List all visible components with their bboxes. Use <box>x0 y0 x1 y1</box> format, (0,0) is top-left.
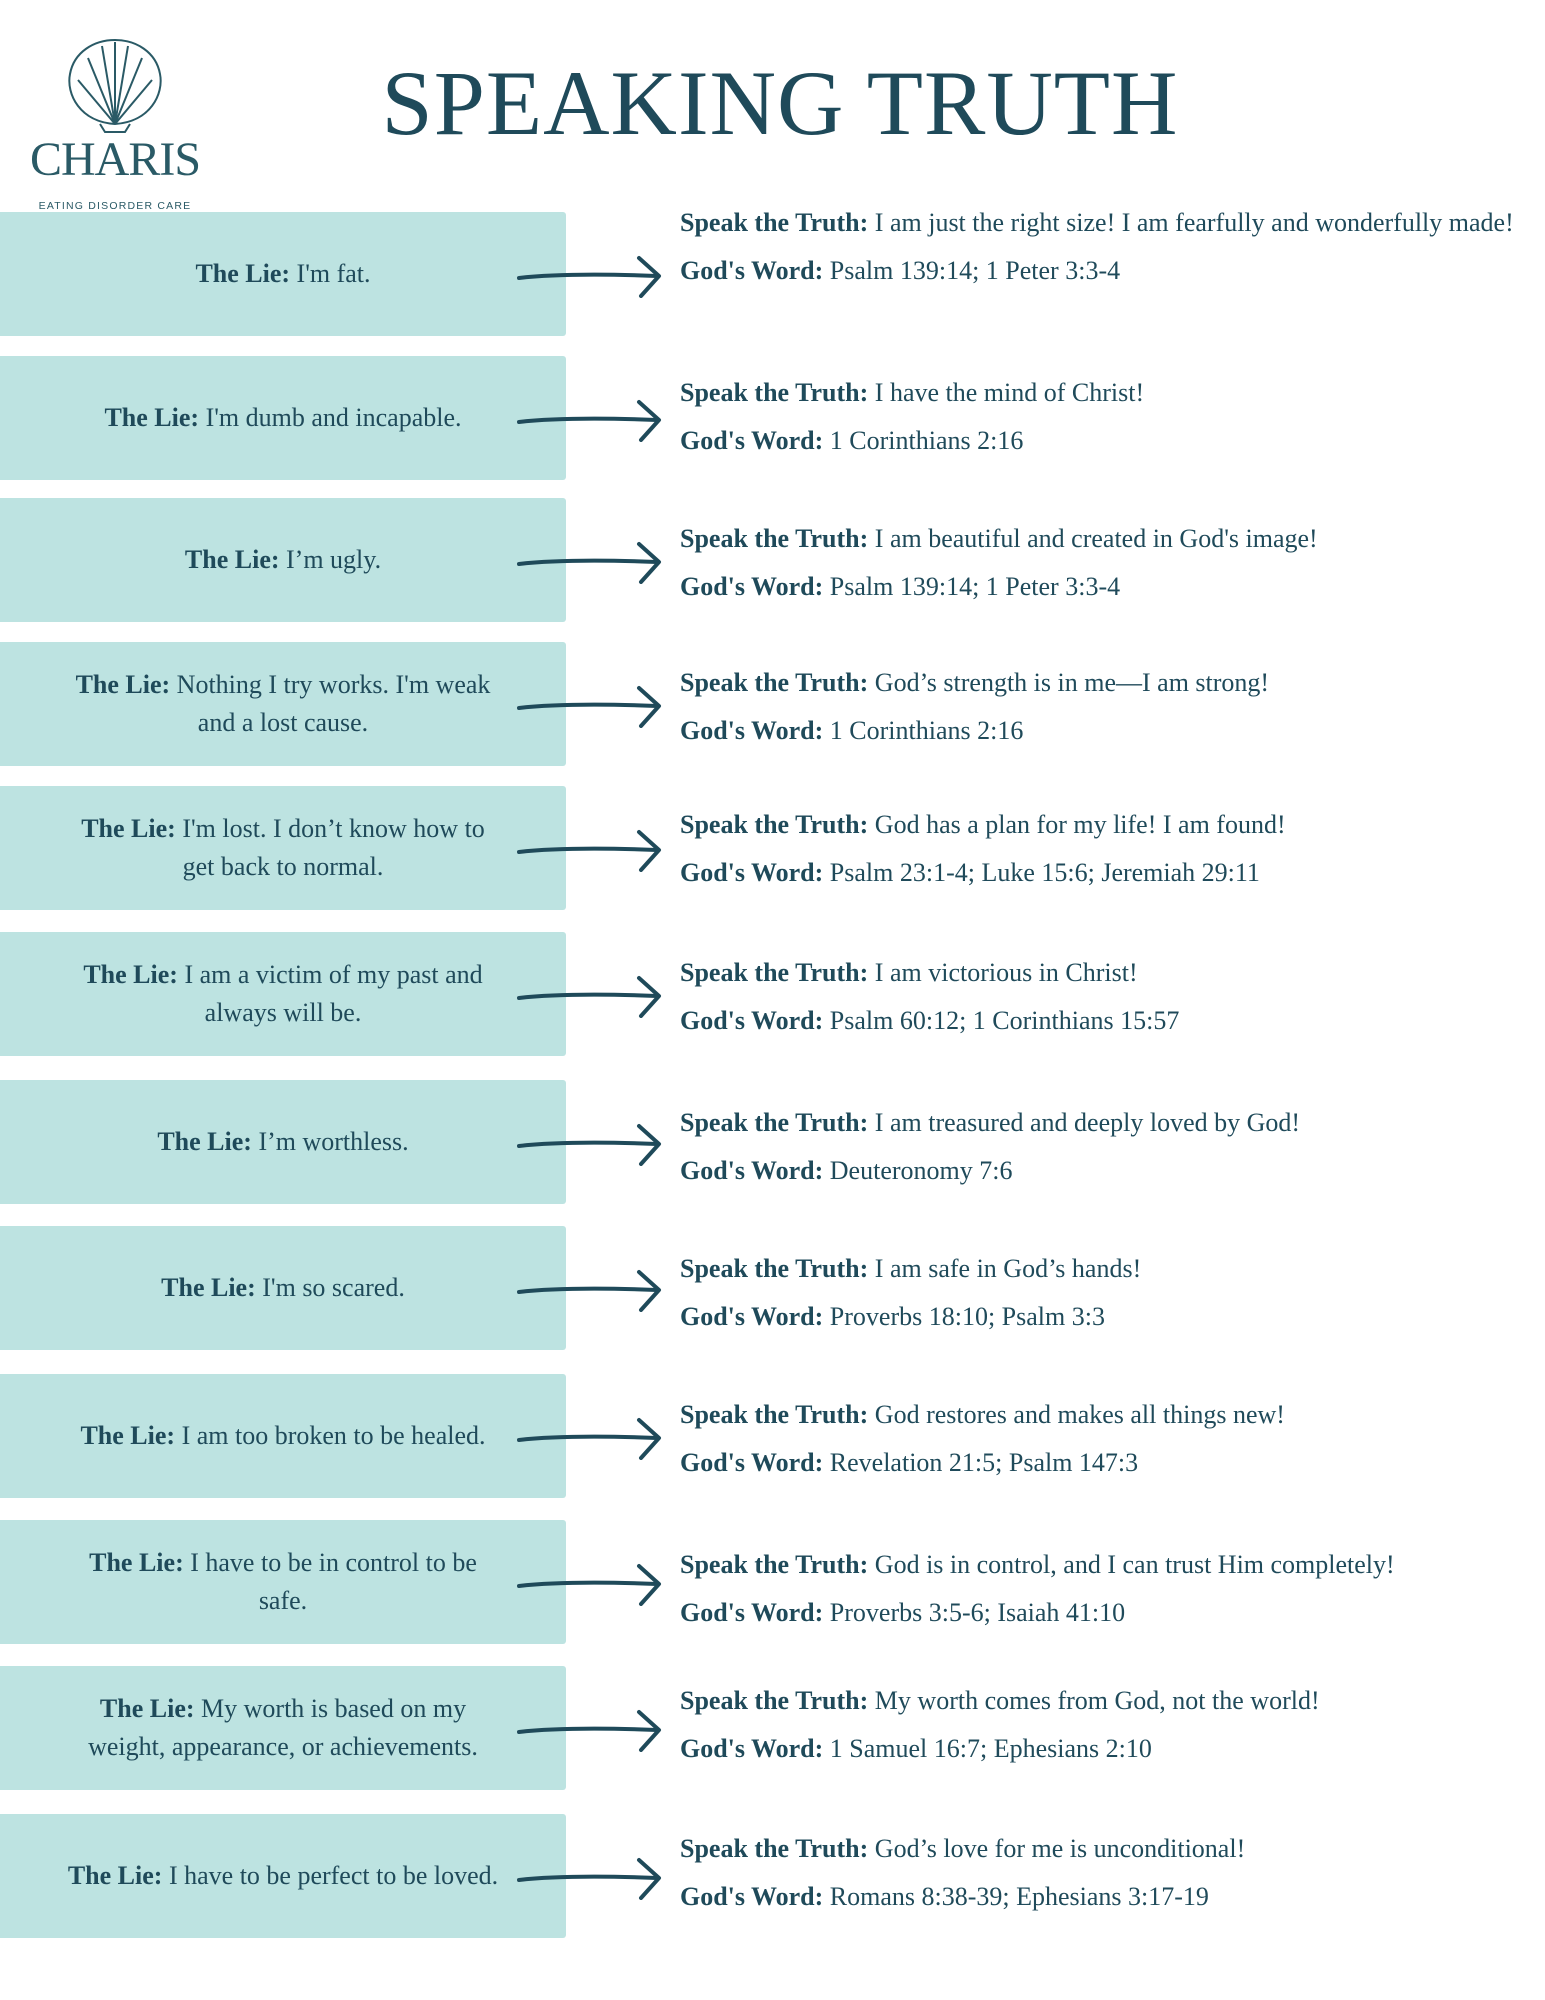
truth-label: Speak the Truth: <box>680 810 869 839</box>
truth-statement: God’s strength is in me—I am strong! <box>874 668 1270 697</box>
truth-block <box>680 520 1540 644</box>
brand-name: CHARIS <box>30 133 201 186</box>
truth-block <box>680 806 1540 930</box>
lie-text <box>63 810 503 886</box>
lie-label: The Lie: <box>99 1694 195 1723</box>
truth-line <box>680 520 1540 558</box>
lie-box <box>0 498 566 622</box>
lie-statement: I am a victim of my past and always will be. <box>184 960 483 1027</box>
truth-line <box>680 806 1540 844</box>
arrow-right-icon <box>515 254 665 298</box>
lie-box <box>0 212 566 336</box>
word-label: God's Word: <box>680 1882 824 1911</box>
lie-statement: I have to be in control to be safe. <box>190 1548 477 1615</box>
truth-statement: My worth comes from God, not the world! <box>874 1686 1320 1715</box>
lie-text <box>63 1857 503 1895</box>
scripture-reference: Psalm 23:1-4; Luke 15:6; Jeremiah 29:11 <box>829 858 1260 887</box>
scripture-line <box>680 568 1540 606</box>
lie-text <box>63 541 503 579</box>
lie-box <box>0 1080 566 1204</box>
truth-block <box>680 1396 1540 1520</box>
scripture-line <box>680 712 1540 750</box>
word-label: God's Word: <box>680 1598 824 1627</box>
arrow-right-icon <box>515 1122 665 1166</box>
scripture-line <box>680 1298 1540 1336</box>
scripture-reference: Psalm 60:12; 1 Corinthians 15:57 <box>829 1006 1180 1035</box>
truth-label: Speak the Truth: <box>680 1834 869 1863</box>
word-label: God's Word: <box>680 256 824 285</box>
word-label: God's Word: <box>680 426 824 455</box>
lie-statement: I’m worthless. <box>258 1127 409 1156</box>
truth-label: Speak the Truth: <box>680 1550 869 1579</box>
lie-statement: I'm lost. I don’t know how to get back to normal. <box>182 814 485 881</box>
lie-statement: My worth is based on my weight, appearance, or achievements. <box>88 1694 478 1761</box>
arrow-right-icon <box>515 684 665 728</box>
truth-label: Speak the Truth: <box>680 1254 869 1283</box>
scripture-line <box>680 1002 1540 1040</box>
truth-block <box>680 954 1540 1078</box>
lie-box <box>0 356 566 480</box>
truth-line <box>680 954 1540 992</box>
word-label: God's Word: <box>680 1734 824 1763</box>
arrow-right-icon <box>515 540 665 584</box>
lie-label: The Lie: <box>81 814 176 843</box>
truth-line <box>680 1546 1540 1584</box>
lie-statement: Nothing I try works. I'm weak and a lost cause. <box>176 670 491 737</box>
truth-statement: God’s love for me is unconditional! <box>874 1834 1246 1863</box>
scripture-line <box>680 1152 1540 1190</box>
truth-block <box>680 1250 1540 1374</box>
truth-statement: God has a plan for my life! I am found! <box>874 810 1286 839</box>
truth-statement: God restores and makes all things new! <box>874 1400 1285 1429</box>
truth-label: Speak the Truth: <box>680 1400 869 1429</box>
lie-box <box>0 1374 566 1498</box>
truth-statement: I am beautiful and created in God's image! <box>874 524 1318 553</box>
lie-text <box>63 1690 503 1766</box>
brand-logo <box>30 34 201 212</box>
scripture-reference: Revelation 21:5; Psalm 147:3 <box>829 1448 1139 1477</box>
word-label: God's Word: <box>680 1006 824 1035</box>
word-label: God's Word: <box>680 572 824 601</box>
lie-box <box>0 932 566 1056</box>
arrow-right-icon <box>515 1708 665 1752</box>
arrow-right-icon <box>515 1856 665 1900</box>
lie-text <box>63 956 503 1032</box>
scripture-line <box>680 854 1540 892</box>
lie-text <box>63 399 503 437</box>
truth-line <box>680 204 1540 242</box>
arrow-right-icon <box>515 1562 665 1606</box>
arrow-right-icon <box>515 828 665 872</box>
truth-block <box>680 204 1540 328</box>
truth-statement: I am just the right size! I am fearfully and wonderfully made! <box>874 208 1514 237</box>
truth-block <box>680 1830 1540 1954</box>
lie-statement: I'm fat. <box>296 259 371 288</box>
truth-block <box>680 1682 1540 1806</box>
scripture-reference: 1 Samuel 16:7; Ephesians 2:10 <box>829 1734 1152 1763</box>
lie-label: The Lie: <box>104 403 200 432</box>
truth-statement: God is in control, and I can trust Him completely! <box>874 1550 1395 1579</box>
word-label: God's Word: <box>680 716 824 745</box>
truth-line <box>680 1396 1540 1434</box>
scripture-reference: Romans 8:38-39; Ephesians 3:17-19 <box>829 1882 1209 1911</box>
truth-line <box>680 664 1540 702</box>
lie-box <box>0 786 566 910</box>
lie-box <box>0 642 566 766</box>
lie-label: The Lie: <box>161 1273 256 1302</box>
truth-block <box>680 1546 1540 1670</box>
lie-text <box>63 666 503 742</box>
lie-box <box>0 1520 566 1644</box>
scripture-line <box>680 1444 1540 1482</box>
word-label: God's Word: <box>680 1302 824 1331</box>
truth-statement: I am treasured and deeply loved by God! <box>874 1108 1301 1137</box>
seashell-icon <box>60 34 170 134</box>
lie-label: The Lie: <box>89 1548 184 1577</box>
truth-line <box>680 1830 1540 1868</box>
lie-statement: I'm dumb and incapable. <box>205 403 462 432</box>
lie-label: The Lie: <box>67 1861 163 1890</box>
scripture-reference: 1 Corinthians 2:16 <box>829 426 1024 455</box>
scripture-line <box>680 1878 1540 1916</box>
arrow-right-icon <box>515 974 665 1018</box>
lie-text <box>63 1544 503 1620</box>
truth-line <box>680 1682 1540 1720</box>
lie-label: The Lie: <box>75 670 171 699</box>
lie-text <box>63 255 503 293</box>
scripture-reference: 1 Corinthians 2:16 <box>829 716 1024 745</box>
arrow-right-icon <box>515 398 665 442</box>
lie-label: The Lie: <box>80 1421 176 1450</box>
truth-block <box>680 374 1540 498</box>
truth-label: Speak the Truth: <box>680 378 869 407</box>
lie-text <box>63 1269 503 1307</box>
lie-text <box>63 1417 503 1455</box>
word-label: God's Word: <box>680 1448 824 1477</box>
arrow-right-icon <box>515 1268 665 1312</box>
lie-statement: I’m ugly. <box>286 545 382 574</box>
word-label: God's Word: <box>680 858 824 887</box>
truth-label: Speak the Truth: <box>680 958 869 987</box>
truth-block <box>680 1104 1540 1228</box>
scripture-reference: Psalm 139:14; 1 Peter 3:3-4 <box>829 572 1121 601</box>
lie-label: The Lie: <box>195 259 291 288</box>
truth-label: Speak the Truth: <box>680 1686 869 1715</box>
truth-statement: I am safe in God’s hands! <box>874 1254 1142 1283</box>
scripture-reference: Proverbs 3:5-6; Isaiah 41:10 <box>829 1598 1126 1627</box>
arrow-right-icon <box>515 1416 665 1460</box>
lie-statement: I am too broken to be healed. <box>181 1421 486 1450</box>
truth-label: Speak the Truth: <box>680 668 869 697</box>
lie-label: The Lie: <box>184 545 280 574</box>
lie-statement: I'm so scared. <box>262 1273 405 1302</box>
scripture-line <box>680 252 1540 290</box>
lie-box <box>0 1666 566 1790</box>
truth-statement: I have the mind of Christ! <box>874 378 1145 407</box>
page-title: SPEAKING TRUTH <box>381 52 1179 154</box>
truth-statement: I am victorious in Christ! <box>874 958 1138 987</box>
truth-label: Speak the Truth: <box>680 208 869 237</box>
scripture-line <box>680 1594 1540 1632</box>
scripture-reference: Deuteronomy 7:6 <box>829 1156 1013 1185</box>
brand-tagline: EATING DISORDER CARE <box>38 200 192 212</box>
truth-label: Speak the Truth: <box>680 1108 869 1137</box>
scripture-reference: Proverbs 18:10; Psalm 3:3 <box>829 1302 1105 1331</box>
lie-statement: I have to be perfect to be loved. <box>168 1861 499 1890</box>
truth-line <box>680 1250 1540 1288</box>
lie-box <box>0 1814 566 1938</box>
truth-line <box>680 1104 1540 1142</box>
truth-block <box>680 664 1540 788</box>
lie-label: The Lie: <box>83 960 178 989</box>
scripture-line <box>680 422 1540 460</box>
truth-label: Speak the Truth: <box>680 524 869 553</box>
scripture-line <box>680 1730 1540 1768</box>
word-label: God's Word: <box>680 1156 824 1185</box>
lie-text <box>63 1123 503 1161</box>
lie-label: The Lie: <box>157 1127 252 1156</box>
scripture-reference: Psalm 139:14; 1 Peter 3:3-4 <box>829 256 1121 285</box>
truth-line <box>680 374 1540 412</box>
lie-box <box>0 1226 566 1350</box>
